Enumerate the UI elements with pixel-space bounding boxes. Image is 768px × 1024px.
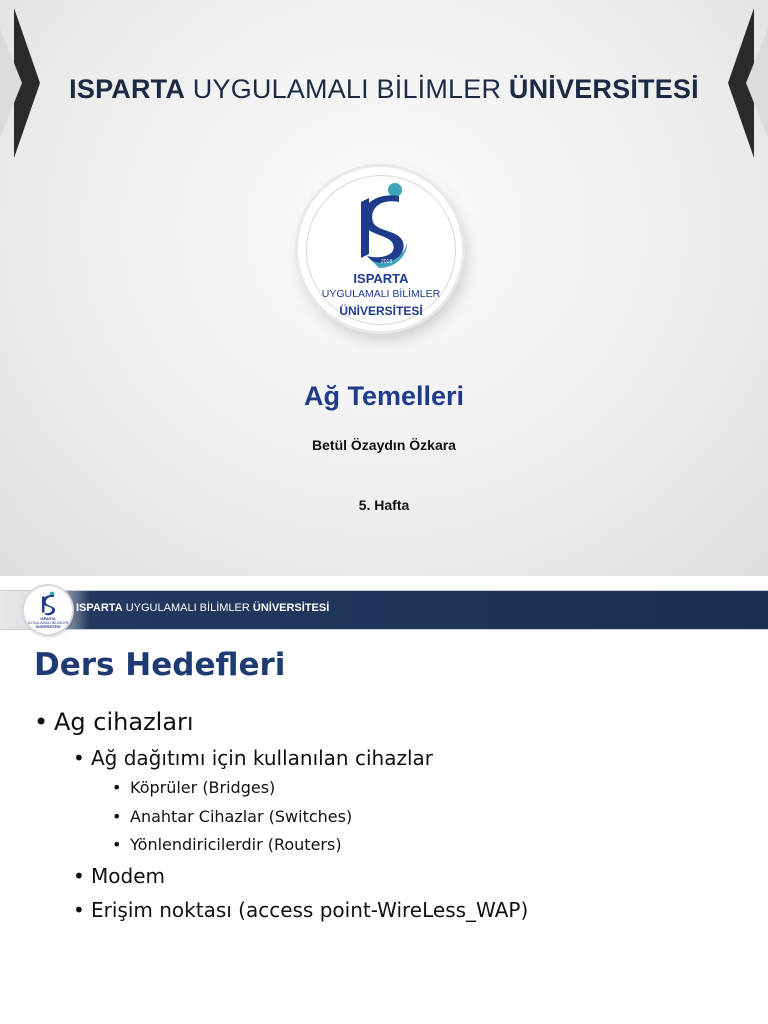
- banner-logo-line-2: UYGULAMALI BİLİMLER: [27, 621, 69, 625]
- week-label: 5. Hafta: [358, 497, 410, 513]
- banner-logo-line-3: ÜNİVERSİTESİ: [35, 625, 61, 629]
- bullet-item: [73, 746, 433, 770]
- banner-logo-line-1: ISPARTA: [40, 617, 56, 621]
- logo-inner-circle: [306, 175, 456, 325]
- university-title: [0, 74, 768, 105]
- university-title-bold-2: ÜNİVERSİTESİ: [508, 74, 699, 104]
- bullet-item: [73, 864, 165, 888]
- author-name: Betül Özaydın Özkara: [312, 437, 456, 453]
- isubu-logo-icon: [307, 176, 455, 324]
- banner-regular: UYGULAMALI BİLİMLER: [125, 602, 250, 614]
- course-title: Ağ Temelleri: [303, 381, 465, 411]
- slide-heading: Ders Hedefleri: [34, 647, 286, 683]
- logo-line-2: UYGULAMALI BİLİMLER: [321, 288, 441, 300]
- bullet-item: [112, 807, 352, 826]
- bullet-dot-icon: •: [73, 746, 85, 770]
- bullet-dot-icon: •: [112, 807, 122, 826]
- bullet-text: Erişim noktası (access point-WireLess_WAP): [91, 898, 529, 922]
- university-title-bold-1: ISPARTA: [69, 74, 186, 104]
- university-logo: [298, 167, 462, 331]
- bullet-item: [73, 898, 528, 922]
- bullet-dot-icon: •: [112, 835, 122, 854]
- banner-university-name: [76, 602, 329, 614]
- bullet-item: [112, 778, 275, 797]
- logo-line-1: ISPARTA: [353, 271, 409, 286]
- bullet-item: [112, 835, 342, 854]
- banner-bold-2: ÜNİVERSİTESİ: [252, 602, 330, 614]
- bullet-item: [34, 708, 194, 736]
- bullet-dot-icon: •: [34, 708, 49, 736]
- bullet-text: Köprüler (Bridges): [130, 778, 276, 797]
- bullet-dot-icon: •: [73, 864, 85, 888]
- bullet-text: Yönlendiricilerdir (Routers): [130, 835, 342, 854]
- bullet-text: Ag cihazları: [54, 708, 194, 736]
- logo-line-3: ÜNİVERSİTESİ: [339, 304, 423, 318]
- university-title-regular: UYGULAMALI BİLİMLER: [192, 74, 502, 104]
- banner-bold-1: ISPARTA: [76, 602, 123, 614]
- header-banner: [0, 590, 768, 630]
- banner-logo: [24, 586, 72, 634]
- bullet-dot-icon: •: [112, 778, 122, 797]
- bullet-dot-icon: •: [73, 898, 85, 922]
- bullet-text: Anahtar Cihazlar (Switches): [130, 807, 353, 826]
- logo-year: 2018: [381, 259, 393, 265]
- content-slide: [0, 576, 768, 1024]
- bullet-text: Ağ dağıtımı için kullanılan cihazlar: [91, 746, 433, 770]
- bullet-text: Modem: [91, 864, 165, 888]
